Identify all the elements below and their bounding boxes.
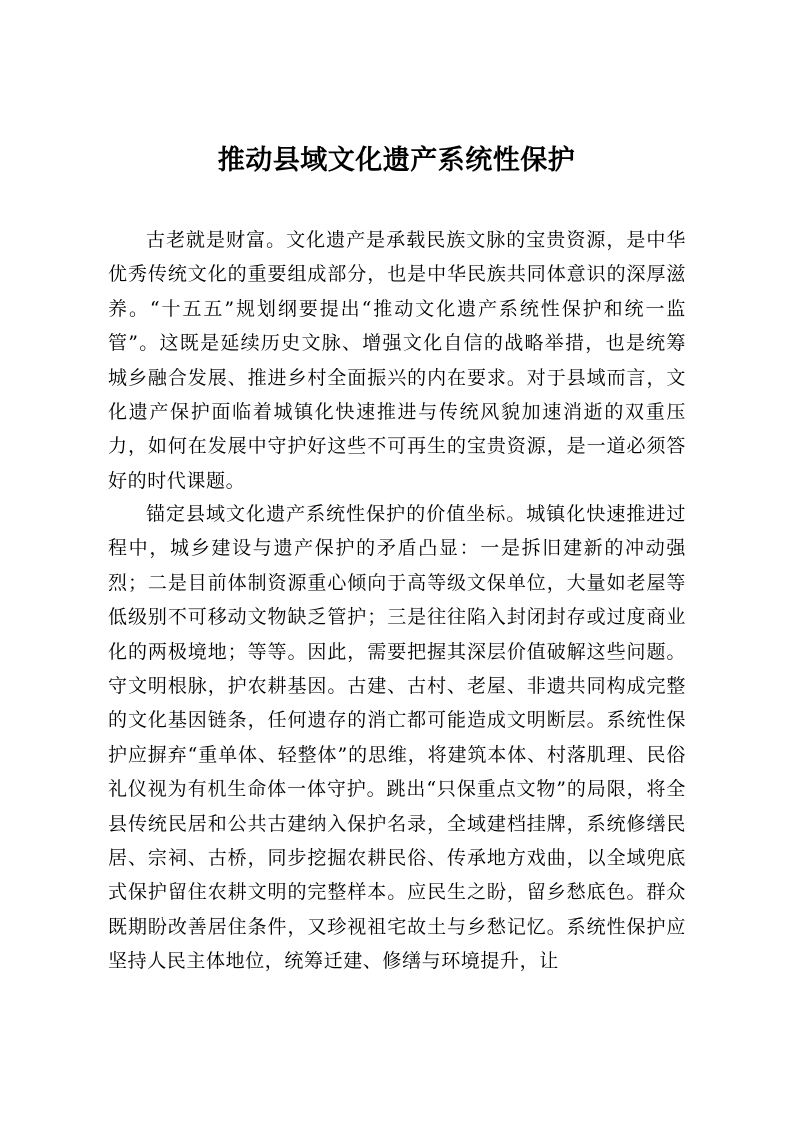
paragraph-value-coordinates: 锚定县域文化遗产系统性保护的价值坐标。城镇化快速推进过程中，城乡建设与遗产保护的矛盾凸显：一是拆旧建新的冲动强烈；二是目前体制资源重心倾向于高等级文保单位，大量如老屋等低级别不可移动文物缺乏管护；三是往往陷入封闭封存或过度商业化的两极境地；等等。因此，需要把握其深层价值破解这些问题。守文明根脉，护农耕基因。古建、古村、老屋、非遗共同构成完整的文化基因链条，任何遗存的消亡都可能造成文明断层。系统性保护应摒弃“重单体、轻整体”的思维，将建筑本体、村落肌理、民俗礼仪视为有机生命体一体守护。跳出“只保重点文物”的局限，将全县传统民居和公共古建纳入保护名录，全域建档挂牌，系统修缮民居、宗祠、古桥，同步挖掘农耕民俗、传承地方戏曲，以全域兜底式保护留住农耕文明的完整样本。应民生之盼，留乡愁底色。群众既期盼改善居住条件，又珍视祖宅故土与乡愁记忆。系统性保护应坚持人民主体地位，统筹迁建、修缮与环境提升，让: [108, 503, 686, 973]
page-title: 推动县域文化遗产系统性保护: [217, 145, 576, 176]
paragraph-intro: 古老就是财富。文化遗产是承载民族文脉的宝贵资源，是中华优秀传统文化的重要组成部分，也是中华民族共同体意识的深厚滋养。“十五五”规划纲要提出“推动文化遗产系统性保护和统一监管”。这既是延续历史文脉、增强文化自信的战略举措，也是统筹城乡融合发展、推进乡村全面振兴的内在要求。对于县域而言，文化遗产保护面临着城镇化快速推进与传统风貌加速消逝的双重压力，如何在发展中守护好这些不可再生的宝贵资源，是一道必须答好的时代课题。: [108, 229, 686, 492]
